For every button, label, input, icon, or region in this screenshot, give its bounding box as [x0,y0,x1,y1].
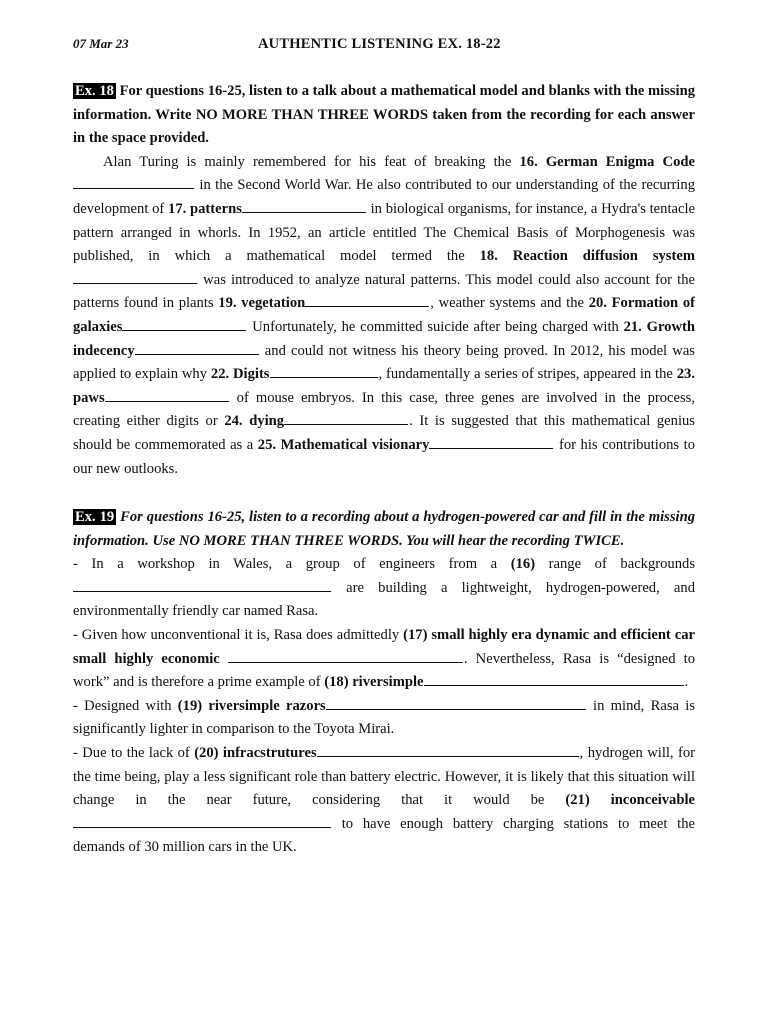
ex18-passage [73,151,695,481]
ex19-text: . Nevertheless, Rasa is “designed to work” and is therefore a prime example of [73,650,695,691]
answer-24: 24. dying [224,413,285,430]
ex19-text: - Due to the lack of [73,745,195,762]
question-16: (16) [510,556,536,573]
exercise-18 [73,80,695,481]
ex19-instruction [73,506,695,553]
ex19-text: - In a workshop in Wales, a group of engineers from a [73,556,511,573]
ex19-text: to have enough battery charging stations to meet the demands of 30 million cars in the UK. [73,815,695,856]
ex19-text [220,651,228,667]
answer-17: 17. patterns [168,200,242,217]
page-header [73,30,695,54]
ex19-instruction-text: For questions 16-25, listen to a recording about a hydrogen-powered car and fill in the missing information. Use NO MORE THAN THREE WORDS. You will hear the recording TWICE. [73,509,695,549]
ex19-text: are building a lightweight, hydrogen-powered, and environmentally friendly car named Rasa. [73,579,695,620]
ex18-tag: Ex. 18 [75,83,114,99]
answer-25: 25. Mathematical visionary [257,436,430,453]
blank-22[interactable] [270,363,378,378]
ex18-text-8: , fundamentally a series of stripes, appeared in the [378,366,677,383]
question-18: (18) riversimple [324,674,424,691]
ex18-text-9: of mouse embryos. In this case, three genes are involved in the process, creating either digits or [73,389,695,430]
ex18-text-1: Alan Turing is mainly remembered for his feat of breaking the [103,153,520,170]
blank-24[interactable] [284,410,408,425]
ex18-text-7: and could not witness his theory being proved. In 2012, his model was applied to explain why [73,342,695,383]
ex19-item-2 [73,624,695,695]
answer-19: 19. vegetation [218,295,306,312]
blank-19[interactable] [305,292,429,307]
ex18-instruction [73,80,695,151]
ex19-blank-18[interactable] [424,671,684,686]
page-title: AUTHENTIC LISTENING EX. 18-22 [258,36,501,52]
ex19-blank-19[interactable] [326,695,586,710]
question-19: (19) riversimple razors [177,697,326,714]
ex18-text-4: was introduced to analyze natural patterns. This model could also account for the patterns found in plants [73,271,695,312]
answer-23: 23. paws [73,366,695,406]
answer-16: 16. German Enigma Code [519,153,695,170]
ex19-text: - Designed with [73,697,178,714]
document-page [73,30,695,860]
ex19-item-1 [73,553,695,624]
ex18-text-2: in the Second World War. He also contributed to our understanding of the recurring development of [73,177,695,217]
answer-20: 20. Formation of galaxies [73,295,695,335]
blank-23[interactable] [105,387,229,402]
answer-18: 18. Reaction diffusion system [479,248,695,265]
ex19-text: range of backgrounds [535,556,695,573]
header-date: 07 Mar 23 [73,36,129,51]
ex18-instruction-text: For questions 16-25, listen to a talk about a mathematical model and blanks with the missing information. Write NO MORE THAN THREE WORDS taken from the recording for each answer in the space provided. [73,83,695,147]
blank-21[interactable] [135,340,259,355]
ex18-text-3: in biological organisms, for instance, a Hydra's tentacle pattern arranged in whorls. In 1952, an article entitled The Chemical Basis of Morphogenesis was published, in which a mathematical model termed the [73,200,695,265]
ex18-text-10: . It is suggested that this mathematical genius should be commemorated as a [73,413,695,453]
answer-22: 22. Digits [210,366,270,383]
ex19-blank-16[interactable] [73,577,331,592]
ex19-text: . [684,674,689,691]
ex19-text: in mind, Rasa is significantly lighter in comparison to the Toyota Mirai. [73,697,695,738]
answer-21: 21. Growth indecency [73,318,695,359]
question-20: (20) infracstrutures [194,745,317,762]
question-17: (17) small highly era dynamic and efficient car small highly economic [73,627,695,667]
ex19-item-3 [73,695,695,742]
ex19-text: , hydrogen will, for the time being, play a less significant role than battery electric. However, it is likely that this situation will change in the near future, considering that it would be [73,745,695,809]
blank-16[interactable] [73,174,194,189]
ex18-text-6: Unfortunately, he committed suicide after being charged with [247,318,624,335]
ex19-tag: Ex. 19 [75,509,115,526]
blank-25[interactable] [429,434,553,449]
ex18-text-11: for his contributions to our new outlooks. [73,436,695,477]
ex18-text-5: , weather systems and the [430,295,589,312]
exercise-19 [73,506,695,860]
ex19-blank-20[interactable] [317,742,579,757]
blank-18[interactable] [73,269,197,284]
ex19-blank-21[interactable] [73,813,331,828]
blank-20[interactable] [122,316,246,331]
ex19-text: - Given how unconventional it is, Rasa does admittedly [73,627,404,644]
ex19-blank-17[interactable] [228,648,463,663]
ex19-item-4 [73,742,695,860]
question-21: (21) inconceivable [565,792,695,809]
blank-17[interactable] [242,198,366,213]
